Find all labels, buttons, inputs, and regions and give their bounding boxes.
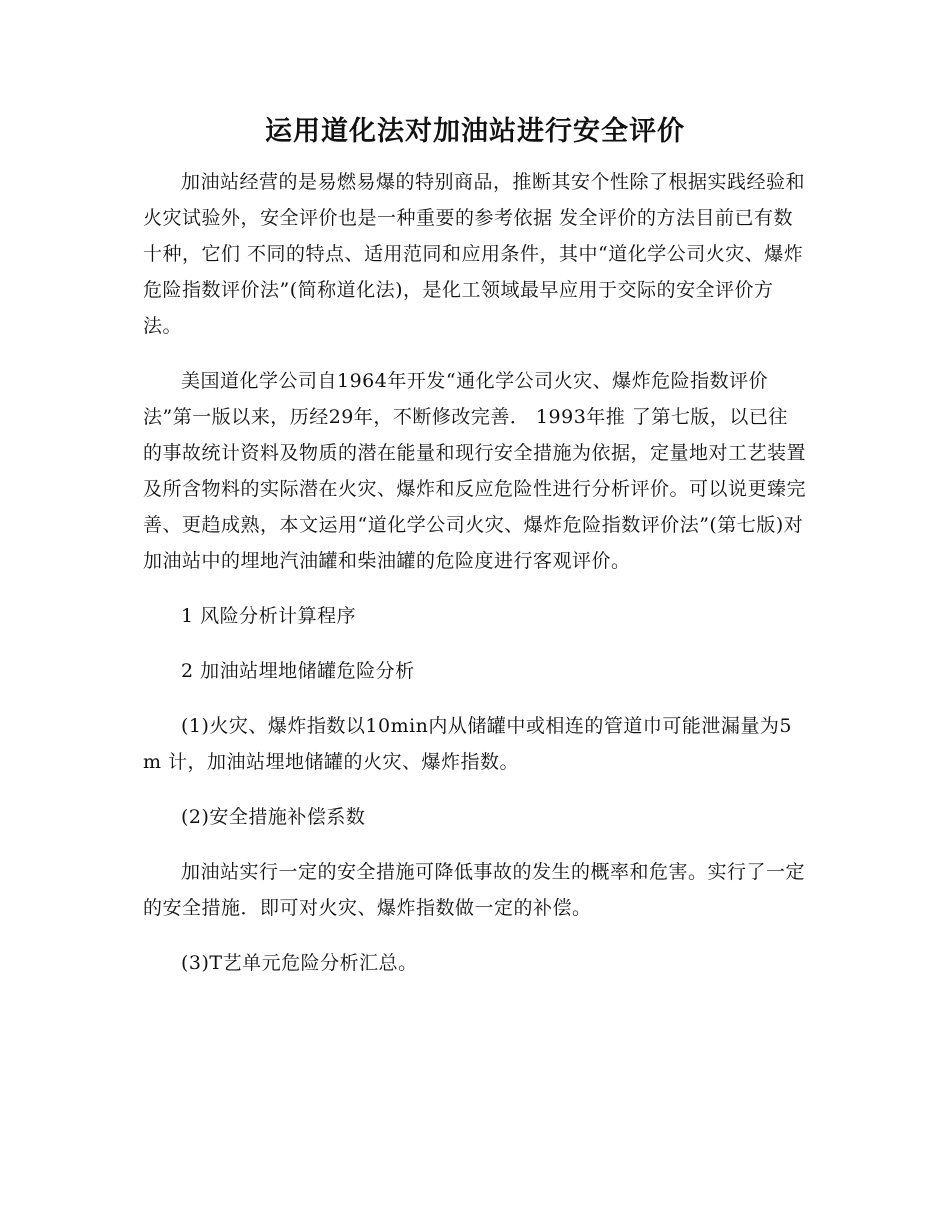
paragraph-safety-measures: 加油站实行一定的安全措施可降低事故的发生的概率和危害。实行了一定的安全措施．即可对火灾、爆炸指数做一定的补偿。 bbox=[143, 861, 806, 919]
paragraph-history: 美国道化学公司自1964年开发“通化学公司火灾、爆炸危险指数评价法”第一版以来，历经29年，不断修改完善． 1993年推 了第七版，以已往的事故统计资料及物质的潜在能量和现行安全措施为依据，定量地对工艺装置及所含物料的实际潜在火灾、爆炸和反应危险性进行分析评价。可以说更臻完善、更趋成熟，本文运用“道化学公司火灾、爆炸危险指数评价法”(第七版)对加油站中的埋地汽油罐和柴油罐的危险度进行客观评价。 bbox=[143, 370, 807, 572]
section-heading-2: 2 加油站埋地储罐危险分析 bbox=[181, 660, 415, 682]
page-title: 运用道化法对加油站进行安全评价 bbox=[265, 116, 685, 147]
section-heading-1: 1 风险分析计算程序 bbox=[181, 605, 357, 627]
document-body bbox=[143, 164, 807, 1000]
subheading-summary: (3)T艺单元危险分析汇总。 bbox=[181, 952, 418, 974]
paragraph-intro: 加油站经营的是易燃易爆的特别商品，推断其安个性除了根据实践经验和火灾试验外，安全评价也是一种重要的参考依据 发全评价的方法目前已有数十种，它们 不同的特点、适用范同和应用条件，其中“道化学公司火灾、爆炸危险指数评价法”(简称道化法)，是化工领域最早应用于交际的安全评价方法。 bbox=[143, 171, 806, 337]
paragraph-fire-index: (1)火灾、爆炸指数以10min内从储罐中或相连的管道巾可能泄漏量为5m 计，加油站埋地储罐的火灾、爆炸指数。 bbox=[143, 715, 793, 773]
subheading-safety-factor: (2)安全措施补偿系数 bbox=[181, 806, 366, 828]
